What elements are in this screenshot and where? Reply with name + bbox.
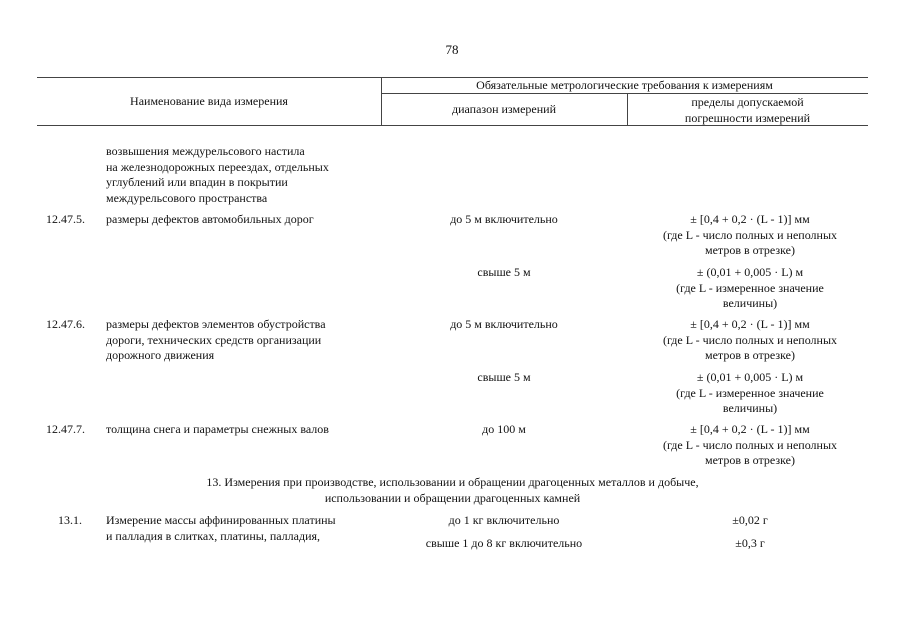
- row-name: размеры дефектов элементов обустройства дороги, технических средств организации дорожного движения: [106, 317, 326, 362]
- row-number: 12.47.5.: [46, 212, 85, 226]
- error-cell: ± [0,4 + 0,2 · (L - 1)] мм (где L - число полных и неполных метров в отрезке): [662, 317, 838, 362]
- range-cell: до 5 м включительно: [450, 212, 558, 226]
- continuation-text: возвышения междурельсового настила на железнодорожных переездах, отдельных углублений или впадин в покрытии междурельсового пространства: [106, 144, 329, 205]
- error-cell: ± [0,4 + 0,2 · (L - 1)] мм (где L - число полных и неполных метров в отрезке): [662, 422, 838, 467]
- error-cell: ± (0,01 + 0,005 · L) м (где L - измеренное значение величины): [676, 370, 824, 415]
- error-cell: ±0,02 г: [732, 513, 768, 527]
- header-error-column: пределы допускаемой погрешности измерений: [684, 95, 811, 125]
- range-cell: свыше 5 м: [477, 370, 531, 384]
- page-number: 78: [445, 42, 459, 57]
- error-cell: ± (0,01 + 0,005 · L) м (где L - измеренное значение величины): [676, 265, 824, 310]
- row-number: 13.1.: [58, 513, 82, 527]
- row-name: Измерение массы аффинированных платины и палладия в слитках, платины, палладия,: [106, 513, 336, 543]
- error-cell: ± [0,4 + 0,2 · (L - 1)] мм (где L - число полных и неполных метров в отрезке): [662, 212, 838, 257]
- row-number: 12.47.7.: [46, 422, 85, 436]
- row-number: 12.47.6.: [46, 317, 85, 331]
- header-group-title: Обязательные метрологические требования к измерениям: [476, 78, 773, 92]
- range-cell: до 5 м включительно: [450, 317, 558, 331]
- row-name: толщина снега и параметры снежных валов: [106, 422, 329, 436]
- section-heading: 13. Измерения при производстве, использовании и обращении драгоценных металлов и добыче, использовании и обращении драгоценных камней: [206, 475, 699, 505]
- header-range-column: диапазон измерений: [451, 102, 557, 116]
- range-cell: свыше 5 м: [477, 265, 531, 279]
- range-cell: свыше 1 до 8 кг включительно: [425, 536, 583, 550]
- range-cell: до 1 кг включительно: [448, 513, 560, 527]
- header-name-column: Наименование вида измерения: [130, 94, 288, 108]
- row-name: размеры дефектов автомобильных дорог: [106, 212, 314, 226]
- error-cell: ±0,3 г: [735, 536, 765, 550]
- range-cell: до 100 м: [482, 422, 526, 436]
